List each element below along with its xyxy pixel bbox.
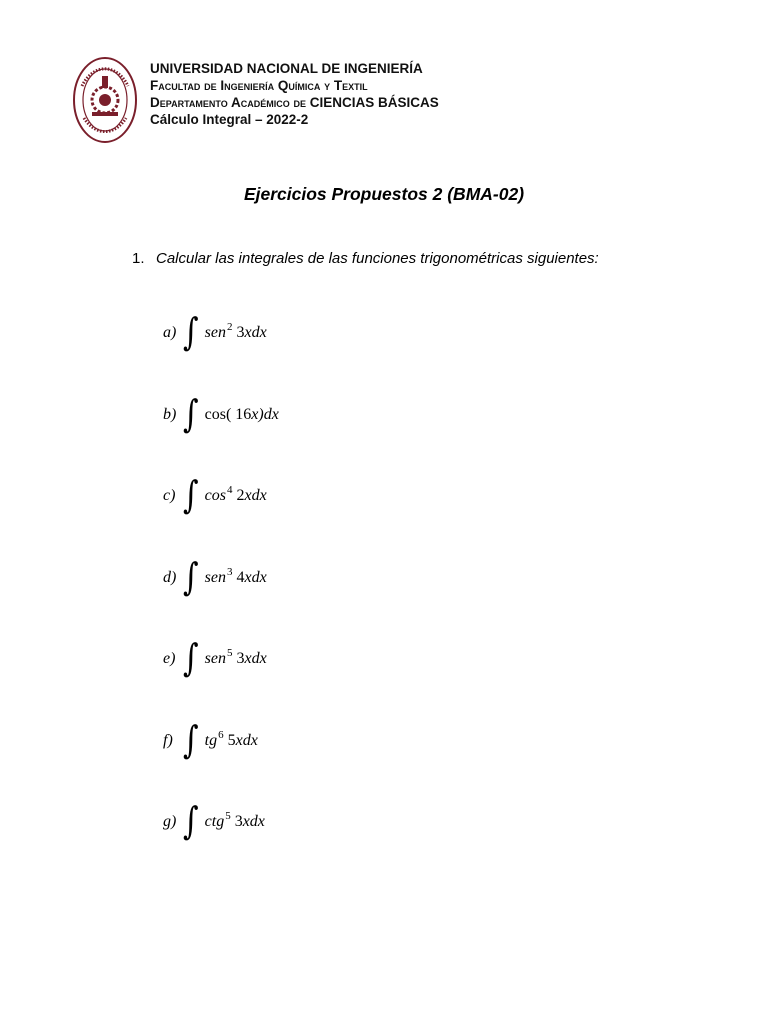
integrand xyxy=(204,810,265,831)
variable: x xyxy=(244,487,252,504)
differential: dx xyxy=(242,731,258,749)
university-seal-logo xyxy=(72,56,138,144)
integrand xyxy=(204,728,258,750)
exponent: 2 xyxy=(226,321,233,333)
exercise-label: d) xyxy=(163,568,177,586)
function-name: sen xyxy=(204,650,226,667)
integrand xyxy=(204,565,267,587)
coefficient: 2 xyxy=(236,487,245,504)
exercise-item xyxy=(163,472,267,520)
integrand xyxy=(205,406,279,424)
exponent: 4 xyxy=(226,484,233,496)
integral-sign-icon: ∫ xyxy=(183,636,199,681)
page-title: Ejercicios Propuestos 2 (BMA-02) xyxy=(243,184,525,204)
differential: dx xyxy=(251,324,267,341)
exercise-item xyxy=(163,391,279,439)
variable: x xyxy=(242,813,250,830)
exercise-item xyxy=(163,717,258,765)
exponent: 3 xyxy=(226,565,233,578)
integrand xyxy=(204,647,267,668)
integral-sign-icon: ∫ xyxy=(183,718,199,762)
question-text: Calcular las integrales de las funciones trigonométricas siguientes: xyxy=(156,250,599,267)
function-name: ctg xyxy=(204,813,225,830)
exercise-item xyxy=(163,309,267,357)
faculty-name: Facultad de Ingeniería Química y Textil xyxy=(150,78,368,93)
integral-sign-icon: ∫ xyxy=(183,392,199,436)
differential: dx xyxy=(251,650,267,667)
coefficient: 4 xyxy=(236,568,245,586)
exercise-item xyxy=(163,635,267,683)
differential: )dx xyxy=(258,405,279,423)
variable: x xyxy=(244,324,252,341)
integral-sign-icon: ∫ xyxy=(183,555,199,599)
exercise-label: a) xyxy=(163,324,177,341)
exercise-label: c) xyxy=(163,487,176,504)
variable: x xyxy=(244,650,252,667)
integrand xyxy=(204,484,267,505)
coefficient: 3 xyxy=(234,813,243,830)
question-statement xyxy=(132,250,599,267)
university-name: UNIVERSIDAD NACIONAL DE INGENIERÍA xyxy=(150,61,423,76)
integral-sign-icon: ∫ xyxy=(183,473,199,518)
function-name: cos( 16 xyxy=(204,405,252,423)
function-name: cos xyxy=(204,487,226,504)
exercise-label: b) xyxy=(163,405,177,423)
variable: x xyxy=(251,405,259,423)
exercise-item xyxy=(163,798,265,846)
variable: x xyxy=(235,731,243,749)
coefficient: 3 xyxy=(236,650,245,667)
exercise-label: e) xyxy=(163,650,176,667)
exponent: 5 xyxy=(225,810,231,822)
integrand xyxy=(204,321,267,342)
differential: dx xyxy=(251,487,267,504)
department-prefix: Departamento Académico de xyxy=(150,95,307,110)
coefficient: 3 xyxy=(236,324,245,341)
differential: dx xyxy=(249,813,265,830)
exponent: 6 xyxy=(218,728,224,741)
exercise-label: g) xyxy=(163,813,177,830)
exponent: 5 xyxy=(226,647,233,659)
integral-sign-icon: ∫ xyxy=(183,799,199,844)
function-name: tg xyxy=(204,731,218,749)
exercise-item xyxy=(163,554,267,602)
department-line xyxy=(150,94,439,111)
integral-sign-icon: ∫ xyxy=(183,310,199,355)
differential: dx xyxy=(251,568,267,586)
coefficient: 5 xyxy=(227,731,236,749)
question-number: 1. xyxy=(132,250,145,267)
function-name: sen xyxy=(204,568,226,586)
department-name: CIENCIAS BÁSICAS xyxy=(309,95,439,110)
document-header xyxy=(72,56,692,148)
variable: x xyxy=(244,568,252,586)
exercise-label: f) xyxy=(163,731,173,749)
course-name: Cálculo Integral – 2022-2 xyxy=(150,112,309,127)
function-name: sen xyxy=(204,324,226,341)
